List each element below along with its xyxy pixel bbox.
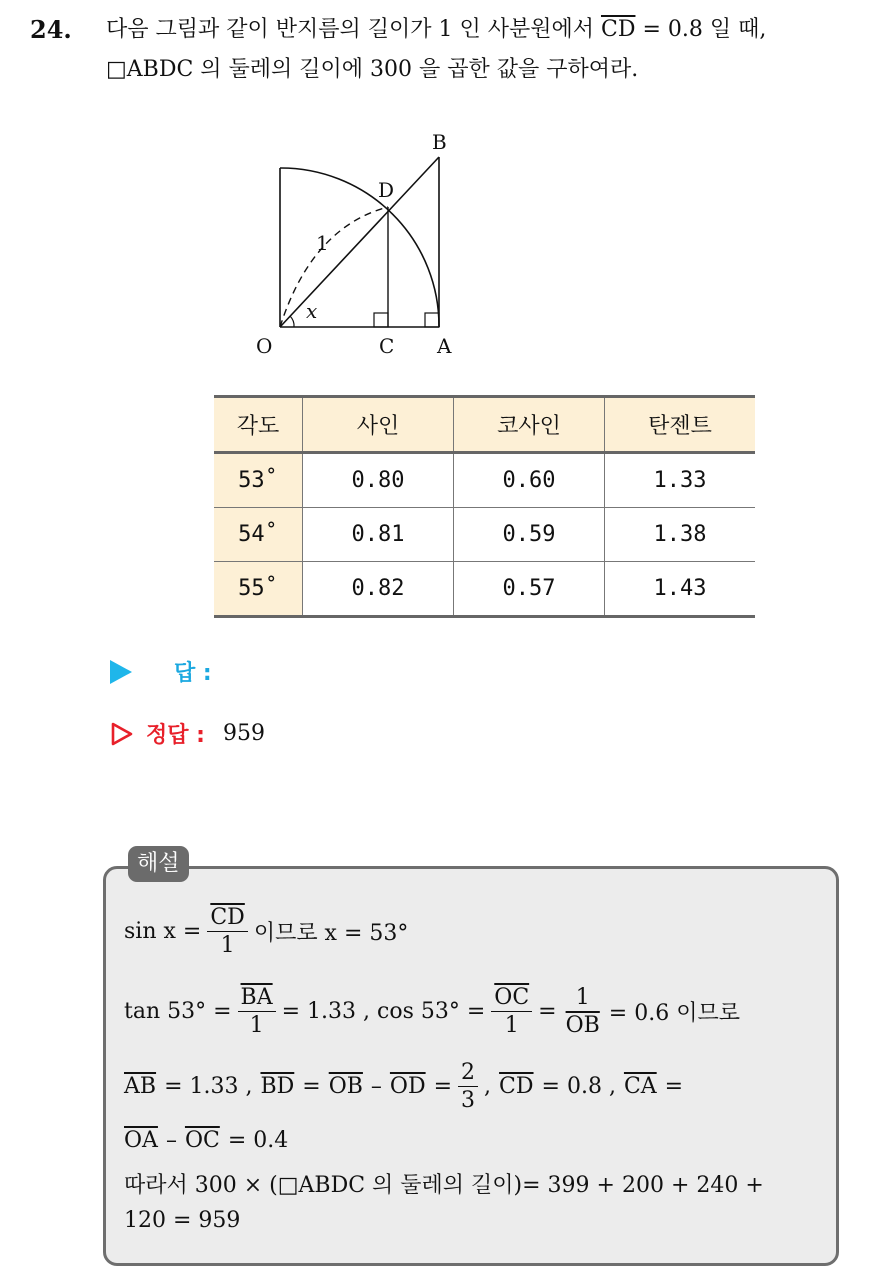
- solution-line-6: 120 = 959: [124, 1208, 241, 1233]
- correct-answer-label: 정답 :: [146, 723, 205, 748]
- play-triangle-icon: [110, 660, 132, 684]
- table-row: 53˚ 0.80 0.60 1.33: [214, 453, 755, 508]
- label-angle-x: x: [306, 299, 318, 323]
- quarter-arc: [280, 168, 439, 327]
- table-header-row: [214, 397, 755, 453]
- problem-line-2: □ABDC 의 둘레의 길이에 300 을 곱한 값을 구하여라.: [106, 57, 639, 82]
- quarter-circle-figure: [250, 125, 470, 365]
- fraction: $\frac{\overline{OC}}{1}$: [491, 985, 532, 1039]
- table-row: 54˚ 0.81 0.59 1.38: [214, 508, 755, 562]
- correct-answer-row: [110, 718, 265, 749]
- solution-tag: 해설: [128, 846, 189, 882]
- label-c: C: [379, 334, 395, 358]
- trig-table: [214, 395, 755, 618]
- outline-triangle-icon: [110, 721, 134, 747]
- segment-cd: $\overline{CD}$: [600, 17, 636, 42]
- answer-label: 답 :: [174, 661, 212, 686]
- right-angle-c: [374, 313, 388, 327]
- table-row: 55˚ 0.82 0.57 1.43: [214, 562, 755, 617]
- header-sin: 사인: [303, 397, 454, 453]
- header-cos: 코사인: [454, 397, 605, 453]
- answer-row: [110, 656, 212, 687]
- problem-line-1: 다음 그림과 같이 반지름의 길이가 1 인 사분원에서 $\overline{CD} = 0.8$ 일 때,: [106, 17, 767, 42]
- label-a: A: [437, 334, 452, 358]
- fraction: $\frac{\overline{CD}}{1}$: [207, 905, 247, 959]
- label-b: B: [432, 130, 447, 154]
- fraction: $\frac{2}{3}$: [458, 1060, 478, 1114]
- solution-line-3: $\overline{AB}$ = 1.33 , $\overline{BD}$ = $\overline{OB}$ – $\overline{OD}$ = $\frac{2}{3}$ , $\overline{CD}$ = 0.8 , $\overline{CA}$ =: [124, 1060, 684, 1114]
- angle-arc: [290, 316, 294, 327]
- label-d: D: [378, 178, 395, 202]
- header-tan: 탄젠트: [605, 397, 756, 453]
- solution-line-5: 따라서 300 × (□ABDC 의 둘레의 길이)= 399 + 200 + 240 +: [124, 1173, 764, 1198]
- fraction: $\frac{\overline{BA}}{1}$: [238, 985, 276, 1039]
- solution-line-1: sin x = $\frac{\overline{CD}}{1}$ 이므로 x = 53°: [124, 905, 409, 959]
- header-angle: 각도: [214, 397, 303, 453]
- solution-line-4: $\overline{OA}$ – $\overline{OC}$ = 0.4: [124, 1128, 289, 1153]
- solution-line-2: tan 53° = $\frac{\overline{BA}}{1}$ = 1.33 , cos 53° = $\frac{\overline{OC}}{1}$ = $\frac{1}{OB}$ = 0.6 이므로: [124, 985, 740, 1039]
- question-number: 24.: [30, 15, 72, 44]
- correct-answer-value: 959: [222, 721, 265, 746]
- fraction: $\frac{1}{OB}$: [565, 985, 600, 1039]
- label-radius: 1: [316, 231, 329, 255]
- label-o: O: [256, 334, 273, 358]
- right-angle-a: [425, 313, 439, 327]
